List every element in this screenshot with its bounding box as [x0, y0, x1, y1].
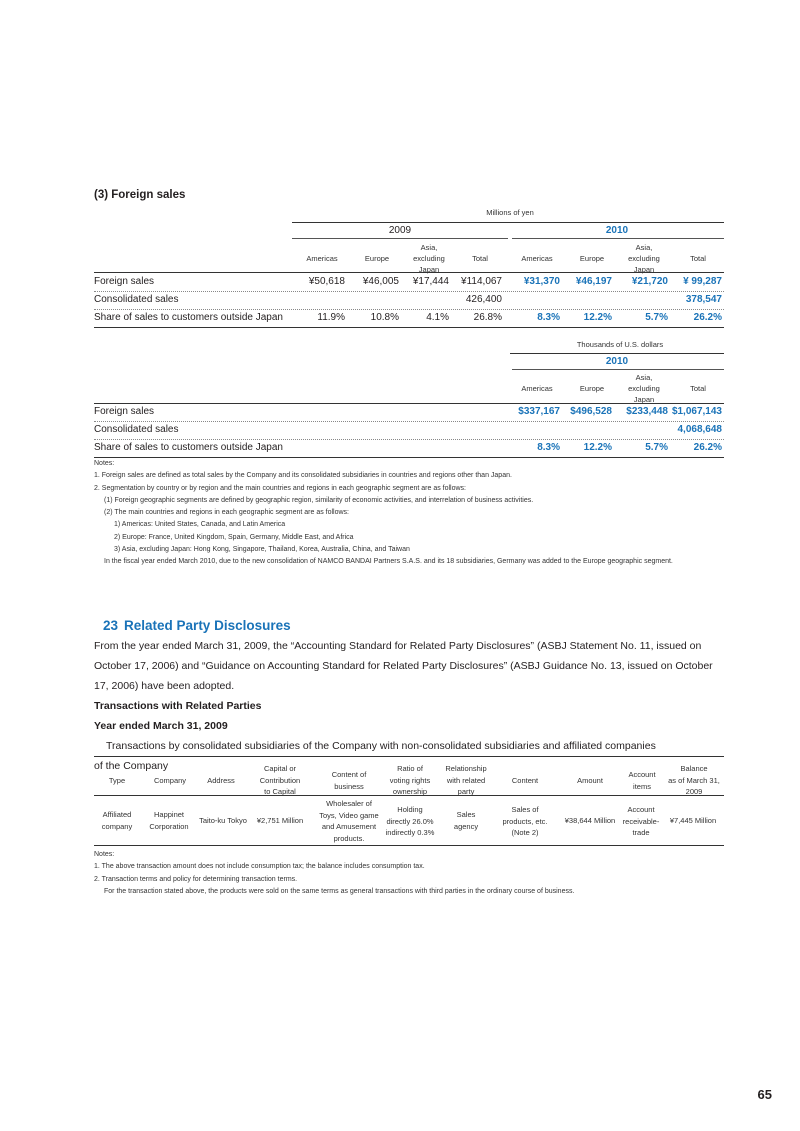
related-party-table: [94, 756, 724, 856]
cell-2010-usd: $1,067,143: [671, 406, 722, 417]
note-line: Notes:: [94, 851, 115, 858]
row-label: Consolidated sales: [94, 424, 179, 435]
table-row: [94, 292, 724, 310]
col-americas-2010: Americas: [521, 254, 553, 263]
note-line: For the transaction stated above, the products were sold on the same terms as general transactions with third parties in the ordinary course of business.: [104, 887, 575, 895]
section-title-foreign-sales: (3) Foreign sales: [94, 189, 186, 201]
cell-2010-usd: 8.3%: [537, 442, 560, 453]
cell-2010: 12.2%: [583, 312, 612, 323]
th-amount: Amount: [577, 776, 603, 785]
page-number: 65: [757, 1087, 772, 1102]
note-line: 2. Segmentation by country or by region and the main countries and regions in each geographic segment are as follows:: [94, 484, 466, 492]
th-capital: Capital or Contribution to Capital: [259, 764, 301, 796]
td-content: Sales of products, etc. (Note 2): [502, 805, 548, 837]
unit-label-usd: Thousands of U.S. dollars: [576, 340, 664, 349]
th-account-items: Account items: [628, 770, 656, 791]
header-bottom-rule: [94, 795, 724, 796]
cell-2010-usd: $233,448: [626, 406, 668, 417]
cell-2010: ¥ 99,287: [683, 276, 722, 287]
td-type: Affiliated company: [101, 810, 133, 831]
cell-2010-usd: $337,167: [518, 406, 560, 417]
table-bottom-rule: [94, 845, 724, 846]
year-rule-2009: [292, 238, 508, 239]
cell-2010: 8.3%: [537, 312, 560, 323]
note-line: In the fiscal year ended March 2010, due to the new consolidation of NAMCO BANDAI Partners S.A.S. and its 18 subsidiaries, Germany was added to the Europe geographic segment.: [104, 558, 673, 566]
table-row: [94, 310, 724, 328]
table-row: [94, 440, 724, 458]
cell-2009: 26.8%: [473, 312, 502, 323]
foreign-sales-notes: [94, 458, 673, 569]
row-label: Foreign sales: [94, 406, 155, 417]
unit-label-yen: Millions of yen: [486, 208, 534, 217]
col-americas: Americas: [306, 254, 338, 263]
section-number: 23: [103, 618, 119, 633]
subheading-year: Year ended March 31, 2009: [94, 720, 228, 732]
col-asia-2010: Asia, excluding Japan: [628, 243, 660, 274]
th-type: Type: [108, 776, 126, 785]
usd-col-total: Total: [690, 384, 706, 393]
year-2010-usd-header: 2010: [605, 356, 629, 367]
header-rule: [292, 222, 724, 223]
td-company: Happinet Corporation: [149, 810, 189, 831]
subheading-transactions: Transactions with Related Parties: [94, 700, 262, 712]
cell-2009: 10.8%: [370, 312, 399, 323]
col-europe: Europe: [364, 254, 390, 263]
note-line: 1. The above transaction amount does not include consumption tax; the balance includes consumption tax.: [94, 863, 425, 871]
col-asia: Asia, excluding Japan: [413, 243, 445, 274]
th-company: Company: [153, 776, 187, 785]
table-row: [94, 274, 724, 292]
note-line: (1) Foreign geographic segments are defined by geographic region, similarity of economic activities, and interrelation of business activities.: [104, 496, 534, 504]
td-address: Taito-ku Tokyo: [199, 816, 247, 825]
usd-year-rule: [512, 369, 724, 370]
related-party-intro: From the year ended March 31, 2009, the “Accounting Standard for Related Party Disclosures” (ASBJ Statement No. 11, issued on October 17, 2006) and “Guidance on Accounting Standard for Related Party Disclosures” (ASBJ Guidance No. 13, issued on October 17, 2006) have been adopted. Transactions with Related Parties Year ended March 31, 2009 Transactions by consolidated subsidiaries of the Company with non-consolidated subsidiaries and affiliated companies of the Company: [94, 636, 734, 776]
th-ratio: Ratio of voting rights ownership: [389, 764, 431, 796]
cell-2010-usd: 5.7%: [645, 442, 668, 453]
cell-2010: 5.7%: [645, 312, 668, 323]
row-label: Foreign sales: [94, 276, 155, 287]
td-relationship: Sales agency: [453, 810, 479, 831]
table-top-rule: [94, 272, 724, 273]
usd-col-asia: Asia, excluding Japan: [628, 373, 660, 404]
note-line: 3) Asia, excluding Japan: Hong Kong, Singapore, Thailand, Korea, Australia, China, and Taiwan: [114, 546, 410, 554]
cell-2009: 11.9%: [317, 312, 345, 323]
table-row: [94, 404, 724, 422]
cell-2010-usd: 26.2%: [693, 442, 722, 453]
cell-2010: ¥46,197: [575, 276, 612, 287]
note-line: 1) Americas: United States, Canada, and Latin America: [114, 521, 286, 529]
td-balance: ¥7,445 Million: [669, 816, 717, 825]
td-business: Wholesaler of Toys, Video game and Amusement products.: [319, 799, 379, 843]
th-content: Content: [511, 776, 539, 785]
cell-2009: ¥114,067: [461, 276, 502, 287]
usd-col-europe: Europe: [579, 384, 605, 393]
cell-2010-usd: 12.2%: [583, 442, 612, 453]
cell-2010-usd: $496,528: [570, 406, 612, 417]
note-line: (2) The main countries and regions in each geographic segment are as follows:: [104, 509, 350, 517]
year-2009-header: 2009: [388, 225, 412, 236]
th-relationship: Relationship with related party: [445, 764, 487, 796]
note-line: Notes:: [94, 460, 115, 467]
row-label: Share of sales to customers outside Japan: [94, 312, 283, 323]
table-row: [94, 422, 724, 440]
th-address: Address: [207, 776, 235, 785]
col-total-2010: Total: [690, 254, 706, 263]
cell-2009: 4.1%: [426, 312, 449, 323]
td-ratio: Holding directly 26.0% indirectly 0.3%: [385, 805, 435, 837]
th-content-business: Content of business: [331, 770, 367, 791]
cell-2010: 378,547: [685, 294, 722, 305]
cell-2009: 426,400: [465, 294, 502, 305]
td-amount: ¥38,644 Million: [564, 816, 616, 825]
note-line: 2. Transaction terms and policy for determining transaction terms.: [94, 875, 298, 883]
th-balance: Balance as of March 31, 2009: [668, 764, 720, 796]
usd-col-americas: Americas: [521, 384, 553, 393]
td-capital: ¥2,751 Million: [256, 816, 304, 825]
year-2010-header: 2010: [605, 225, 629, 236]
table-top-rule: [94, 756, 724, 757]
row-label: Share of sales to customers outside Japan: [94, 442, 283, 453]
year-rule-2010: [512, 238, 724, 239]
cell-2010-usd: 4,068,648: [677, 424, 722, 435]
note-line: 1. Foreign sales are defined as total sales by the Company and its consolidated subsidiaries in countries and regions other than Japan.: [94, 472, 512, 480]
col-total: Total: [472, 254, 488, 263]
section-title: Related Party Disclosures: [124, 618, 291, 633]
cell-2009: ¥17,444: [412, 276, 449, 287]
td-account-items: Account receivable- trade: [622, 805, 660, 837]
cell-2009: ¥46,005: [362, 276, 399, 287]
section-heading-related-party: [103, 618, 291, 633]
row-label: Consolidated sales: [94, 294, 179, 305]
note-line: 2) Europe: France, United Kingdom, Spain, Germany, Middle East, and Africa: [114, 533, 354, 541]
related-party-notes: [94, 849, 574, 898]
usd-header-rule: [510, 353, 724, 354]
cell-2010: ¥31,370: [523, 276, 560, 287]
cell-2009: ¥50,618: [308, 276, 345, 287]
col-europe-2010: Europe: [579, 254, 605, 263]
cell-2010: ¥21,720: [631, 276, 668, 287]
cell-2010: 26.2%: [693, 312, 722, 323]
